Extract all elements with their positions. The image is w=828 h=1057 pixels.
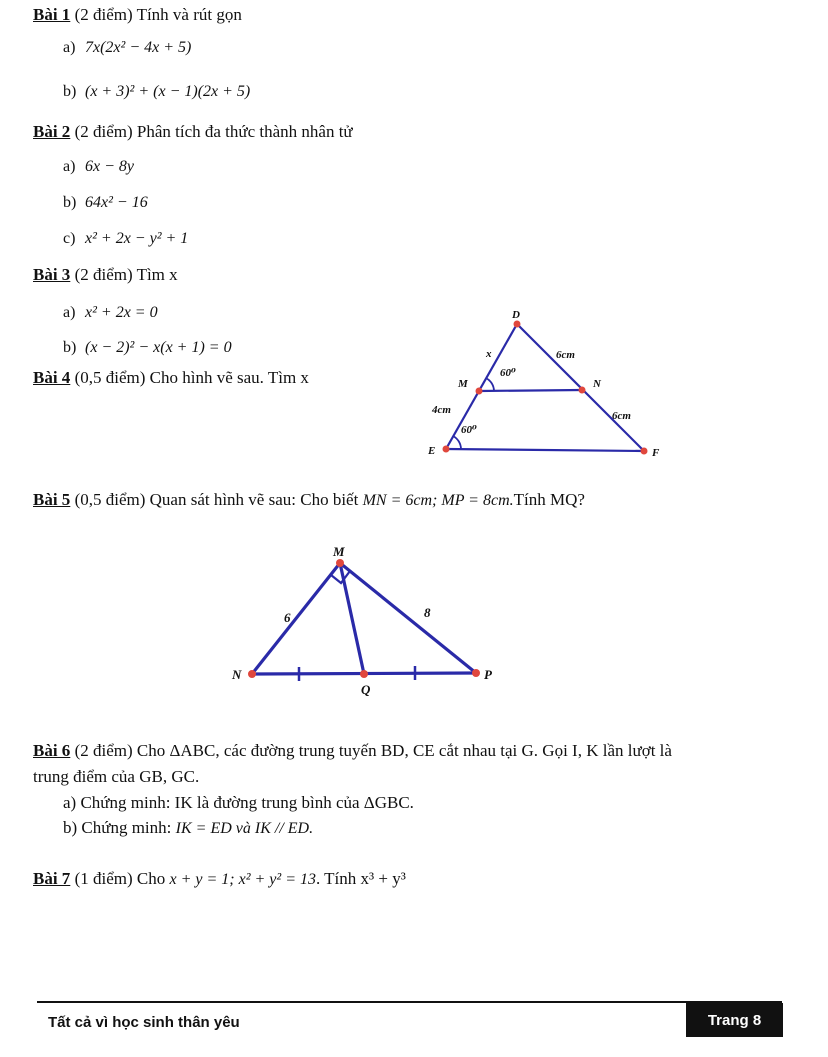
item-label: a) [63,304,76,321]
bai7-ask: . Tính x³ + y³ [315,869,406,888]
label-n: N [232,667,242,682]
item-label: b) [63,83,77,100]
math-expression: (x + 3)² + (x − 1)(2x + 5) [85,83,251,100]
item-label: b) [63,339,77,356]
bai6-item-b [63,818,313,838]
bai2-text: (2 điểm) Phân tích đa thức thành nhân tử [70,122,353,141]
bai6-number: Bài 6 [33,741,71,760]
math-expression: (x − 2)² − x(x + 1) = 0 [85,339,232,356]
bai5-expression: MN = 6cm; MP = 8cm. [362,492,514,509]
math-expression: 64x² − 16 [85,194,148,211]
point-m [336,559,344,567]
math-expression: x² + 2x = 0 [85,304,158,321]
bai6-line2: trung điểm của GB, GC. [33,767,200,786]
bai5-ask: Tính MQ? [513,490,585,509]
label-6cm-top: 6cm [556,349,575,361]
label-d: D [512,309,520,321]
label-f: F [652,447,660,459]
bai6-b-prefix: b) Chứng minh: [63,818,176,837]
point-p [472,669,480,677]
label-m: M [458,378,468,390]
label-n: N [593,378,601,390]
bai7-expression: x + y = 1; x² + y² = 13 [169,871,316,888]
bai1-text: (2 điểm) Tính và rút gọn [70,5,242,24]
bai6-heading [33,741,672,761]
item-label: a) [63,158,76,175]
segment-mn [252,563,340,674]
point-q [360,670,368,678]
label-e: E [428,445,436,457]
point-n [248,670,256,678]
item-label: c) [63,230,76,247]
label-4cm: 4cm [432,404,451,416]
label-x: x [486,348,492,360]
math-expression: 6x − 8y [85,158,134,175]
bai4-number: Bài 4 [33,368,71,387]
bai2-number: Bài 2 [33,122,71,141]
label-8: 8 [424,605,431,620]
label-angle-bottom: 60⁰ [461,424,477,436]
bai6-item-a: a) Chứng minh: IK là đường trung bình của ΔGBC. [63,793,414,812]
label-6: 6 [284,610,291,625]
label-m: M [333,544,345,559]
bai6-text: (2 điểm) Cho ΔABC, các đường trung tuyến BD, CE cắt nhau tại G. Gọi I, K lần lượt là [70,741,672,760]
footer-motto: Tất cả vì học sinh thân yêu [48,1014,240,1031]
bai7-heading [33,869,406,889]
item-label: b) [63,194,77,211]
label-angle-top: 60⁰ [500,367,516,379]
label-6cm-bottom: 6cm [612,410,631,422]
page-number-badge: Trang 8 [686,1003,783,1037]
bai5-number: Bài 5 [33,490,71,509]
bai4-text: (0,5 điểm) Cho hình vẽ sau. Tìm x [70,368,309,387]
bai7-text: (1 điểm) Cho [70,869,170,888]
bai1-number: Bài 1 [33,5,71,24]
math-expression: 7x(2x² − 4x + 5) [85,39,192,56]
bai6-b-expression: IK = ED và IK // ED. [175,820,314,837]
bai5-text: (0,5 điểm) Quan sát hình vẽ sau: Cho biết [70,490,363,509]
label-q: Q [361,682,371,697]
label-p: P [484,667,492,682]
bai7-number: Bài 7 [33,869,71,888]
math-expression: x² + 2x − y² + 1 [85,230,189,247]
item-label: a) [63,39,76,56]
footer-divider [37,1001,782,1003]
bai3-text: (2 điểm) Tìm x [70,265,178,284]
bai3-number: Bài 3 [33,265,71,284]
